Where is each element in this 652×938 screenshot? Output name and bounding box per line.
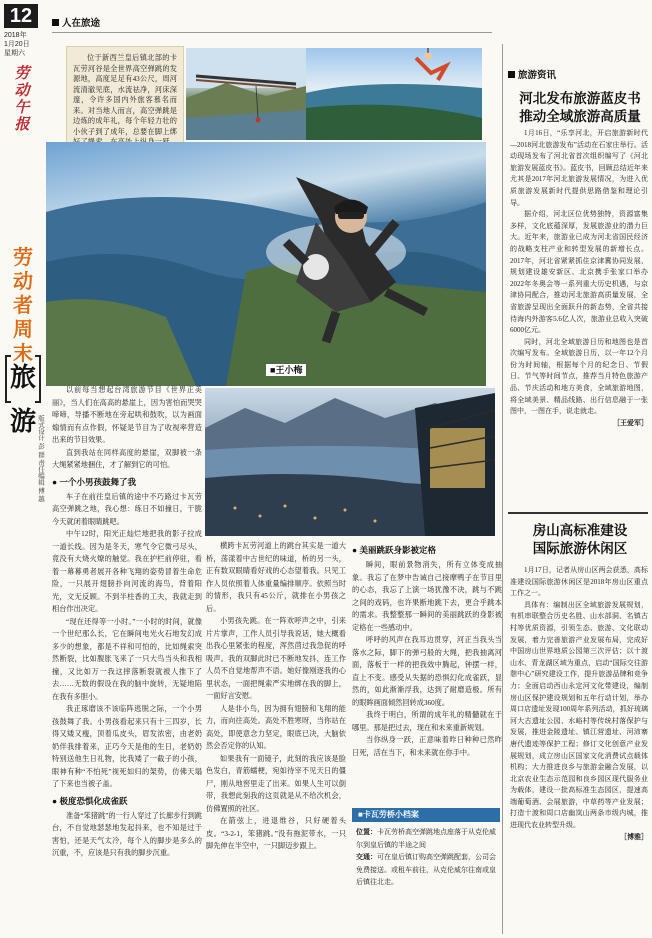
tandem-skydive-photo bbox=[46, 142, 486, 386]
body-paragraph: 我终于明白，所谓的成年礼的精髓就在于哪里。那是把过去，现在和未来重新规划。 bbox=[352, 711, 502, 732]
news2-paragraph: 具体有：编制出区全域旅游发展规划，有机串联整合历史名胜、山水部洞、名镇古村等优质资源，引领生态、旅游、文化联动发展，着力完善旅游产业发展布局，完成好中国房山世界地质公园第三次评估；以十渡山水、青龙湖区域为重点，启动“国际交往游憩中心”研究建设工作，提升旅游品牌和竞争力；全面启动西山永定河文化带建设，编制房山区保护建设规划和五年行动计划，举办周口店遗址发现100周年系列活动，抓好琉璃河大古遗址公园、水峪村等传统村落保护与发展，推进金陵遗址、镇江营遗址、河沛寨唐代遗迹等保护工程；修订文化创意产业发展规划，成立房山区国家文化消费试点载体机构；大力推进良乡与旅游金融合发展，以北京农业生态示范园和良乡园区现代服务业为载体，建设一批高标准生态园区，提速高端葡萄酒、会展旅游，中草药等产业发展；打造十渡和周口店幽岚山两条市级内城，推进现代农业转型升级。 bbox=[510, 600, 648, 830]
section-heading: ● 极度恐惧化成雀跃 bbox=[52, 795, 128, 806]
issue-date bbox=[4, 31, 42, 58]
travel-column-head bbox=[52, 18, 100, 30]
lead-paragraph: 直到我站在同样高度的悬崖，双脚被一条大绳紧紧地捆住，才了解到它的可怕。 bbox=[52, 448, 202, 469]
section-heading: ● 美丽跳跃身影被定格 bbox=[352, 545, 437, 555]
body-paragraph: 横跨卡瓦劳河道上的跳台其实是一道大桥，荡漾着中古世纪的味道，桥的另一头，正有数双眼睛看好戏的心态望着我。只见工作人员依照着人体重量编排顺序。依照当时的情形，我只有45公斤，就排在小男孩之后。 bbox=[206, 542, 346, 613]
editor-credits: 版式设计 彭 群 责任编辑 傅 越 bbox=[37, 415, 44, 503]
body-paragraph: 如果我有一面镜子，此刻的我应该是脸色发白，青筋蠕梗，宛如待宰不见天日的僵尸，刚从地窖里走了出来。如果人生可以倒带，我想此刻我的这页就是从不给次机会，仿佛置照的社区。 bbox=[206, 754, 346, 813]
section-subtitle: 旅游 bbox=[3, 355, 43, 405]
feature-column-b bbox=[206, 540, 346, 853]
travel-column-label: 人在旅途 bbox=[62, 18, 101, 29]
paper-logo: 劳动午报 bbox=[14, 66, 30, 133]
date-day: 1月20日 bbox=[4, 41, 30, 48]
news1-title bbox=[512, 90, 648, 126]
body-paragraph: “现在还得等一小时。”一小时的时间，就像一个世纪那么长，它在瞬间电光火石地发幻成多少的想象，都是不祥和可怕的，比如绳索突然断裂，比如腹胀飞来了一只大鸟当头和我相撞，又比如万一我这摔落断裂就被人推下了去……无数的假设在我的脑中旋转，无疑地陷在我有多胆小。 bbox=[52, 617, 202, 701]
body-paragraph: 瞬间，眼前景物消失，所有立体变成抽象。我忘了在梦中告诫自己接摩鸭子在节目里的心态，我忘了上演一场犹豫不决，跳与不跳之间的戏码，也许果断地跳下去，更合乎跳本的需求。我整整那一瞬间的美丽跳跃的身影被定格在一些感动中。 bbox=[352, 561, 502, 632]
queenstown-lake-photo bbox=[205, 388, 495, 536]
news1-paragraph: 1月16日，“乐享河北，开启旅游新时代—2018河北旅游发布”活动在石家庄举行。活动现场发布了河北省首次组织编写了《河北旅游发展蓝皮书》。蓝皮书，回顾总结近年来尤其是2017年河北旅游发展情况，为进入优质旅游发展新时代提供思路借鉴和理论引导。 bbox=[510, 129, 648, 207]
body-paragraph: 小男孩先跳。在一阵欢呼声之中，引来片片掌声，工作人员引导我说话，她大概看出我心里紧张的程度，浑然茴过我急促的呼吸声。我的双脚此时已不断地发抖，连工作人员不自觉地帮声不语。她好像刚逐我的心里状态，一面把绳索严实地绑在我的脚上，一面好言安慰。 bbox=[206, 617, 346, 700]
date-weekday: 星期六 bbox=[4, 50, 25, 57]
news1-body bbox=[510, 128, 648, 429]
byline-author: 王小梅 bbox=[275, 365, 303, 375]
info-location: 位置：卡瓦劳桥高空弹跳地点座落于从克伦威尔到皇后镇的半途之间 bbox=[356, 828, 496, 849]
news2-author: ［博雅］ bbox=[620, 832, 648, 841]
body-paragraph: 中午12时，阳光正灿烂地把我的影子拉成一道长线。因为是冬天，寒气令它微弓尽头，竟没有大烧火燎的触觉。我在护栏前停驻，看着一幕幕勇者展开各种飞翔的姿势冒着生命危险，一只展开翅膀扑向河流的海鸟，背着阳光，文无反顾。不到半柱香的工夫，我就走到相台作出决定。 bbox=[52, 530, 202, 613]
masthead-strip bbox=[0, 0, 46, 938]
header-rule bbox=[52, 32, 492, 33]
news2-title-line2: 国际旅游休闲区 bbox=[532, 541, 628, 556]
news2-paragraph: 1月17日，记者从房山区两会获悉，高标准建设国际旅游休闲区是2018年房山区重点工作之一。 bbox=[510, 566, 648, 598]
bungee-jumper-photo bbox=[306, 48, 482, 140]
lead-paragraph: 以前每当想起台湾旅游节目《世界正美丽》，当人们在高高的悬崖上，因为害怕而哭哭啼啼，导播不断地在旁起哄和鼓吹，以为画面煽情而有点作假，怀疑是节目为了收视率营造出来的节目效果。 bbox=[52, 386, 202, 444]
body-paragraph: 呼呼的风声在我耳边贯穿，河正当我头当落水之际，脚下的弹弓般的大绳，把我抽离河面，落板于一样的把我效中腾起，钟摆一样，直上不变。感受从失据的恐惧幻化成雀跃，显然的，如此渐渐浮我，达到了耐磨造极。所有的眼眸画面倾然回转成360度。 bbox=[352, 636, 502, 707]
news2-title bbox=[512, 522, 648, 558]
square-bullet-icon bbox=[52, 19, 59, 26]
news-column-head bbox=[508, 70, 556, 82]
feature-intro: 位于新西兰皇后镇北部的卡瓦劳河谷是全世界高空弹跳的发源地，高度足足有43公尺，周河流清澈见底，水流祛净，河床深邃，令许多国内外旅客慕名而来。对当地人而言，高空弹跳是边炼的成年礼，每个年轻力壮的小伙子到了成年，总要在脚上绑 bbox=[66, 46, 184, 256]
body-paragraph: 准备“笨猪跳”的一行人穿过了长廊步行到跳台，不自觉地瑟瑟地发起抖来，也不知是过于害怕，还是天气太冷，每个人的脚步是多么的沉重，不，应该是只有我的脚步沉重。 bbox=[52, 811, 202, 857]
news-divider bbox=[508, 512, 648, 514]
bridge-bungee-photo bbox=[186, 48, 306, 140]
news2-body bbox=[510, 565, 648, 843]
news1-title-line1: 河北发布旅游蓝皮书 bbox=[519, 91, 641, 106]
date-year: 2018年 bbox=[4, 32, 27, 39]
news1-paragraph: 据介绍，河北区位优势独特，资源富集多样，文化底蕴深厚，发展旅游业的潜力巨大。近年来，旅游业已成为河北省国民经济的战略支柱产业和转型发展的新增长点。2017年，河北省紧紧抓住京津冀协同发展、规划建设雄安新区、北京携手张家口举办2022年冬奥会等一系列重大历史机遇，与京津协同配合，推动河北旅游高质量发展，全省旅游呈现出全面跃升的新态势，全省共接待海内外游客5.6亿人次，旅游业总收入突破6000亿元。 bbox=[510, 210, 648, 335]
body-paragraph: 人是非小鸟，因为拥有翅膀和飞翔的能力，而向往高处。高处不胜寒呀，当你站在高处，即使意念力坚定，眼底已决，大脑依然会否定你的认知。 bbox=[206, 704, 346, 750]
feature-column-c bbox=[352, 540, 502, 759]
news1-author: ［王爱军］ bbox=[613, 418, 648, 427]
info-transport: 交通：可在皇后镇订购高空弹跳配套，公司会免费接送。或租车前往，从克伦威尔往南或皇后镇往北走。 bbox=[356, 853, 496, 886]
section-heading: ● 一个小男孩鼓舞了我 bbox=[52, 476, 137, 487]
square-bullet-icon bbox=[508, 71, 515, 78]
body-paragraph: 我正琢磨该不该临阵逃脱之际，一个小男孩鼓舞了我。小男孩看起来只有十三四岁，长得又矮又瘦，顶着瓜皮头，眉发浓密，由老奶奶伴我排着来，正巧今天是他的生日，老奶奶特别送他生日礼物，比我矮了一截子的小孩，眼神有种“不怕死”视死如归的架势，仿佛天塌了下来也当被子盖。 bbox=[52, 705, 202, 788]
body-paragraph: 当你纵身一跃，正意味着昨日种种已然昨日死，活在当下，和未来就在你手中。 bbox=[352, 736, 502, 757]
info-box-heading: ■卡瓦劳桥小档案 bbox=[352, 808, 500, 822]
feature-byline: ■王小梅 bbox=[266, 364, 306, 376]
feature-column-a bbox=[52, 384, 202, 860]
body-paragraph: 在箭弦上，进退维谷，只好硬着头皮。“3-2-1，笨猪跳。”没有拖泥带水，一只脚先伸在半空中，一只脚迈步跟上。 bbox=[206, 817, 346, 850]
info-box-body bbox=[356, 826, 500, 888]
page-number: 12 bbox=[4, 4, 38, 28]
body-paragraph: 车子在前往皇后镇的途中不巧路过卡瓦劳高空弹跳之地，我心想：练日不如撞日，干脆今天就闭着眼睛跳吧。 bbox=[52, 492, 202, 526]
section-name: 劳动者周末 bbox=[13, 247, 33, 365]
column-divider bbox=[502, 44, 503, 934]
news1-title-line2: 推动全域旅游高质量 bbox=[519, 109, 641, 124]
news2-title-line1: 房山高标准建设 bbox=[532, 523, 628, 538]
news1-paragraph: 同时，河北全域旅游日历和地图也是首次编写发布。全域旅游日历，以一年12个月份为时间轴，根据每个月的纪念日、节假日、节气等时间节点，推荐当月特色旅游产品、节庆活动和地方美食，全域旅游地图，将全域美景、精品线路、出行信息融于一张图中，一图在手，说走就走。 bbox=[510, 337, 648, 416]
news-column-label: 旅游资讯 bbox=[518, 70, 557, 81]
